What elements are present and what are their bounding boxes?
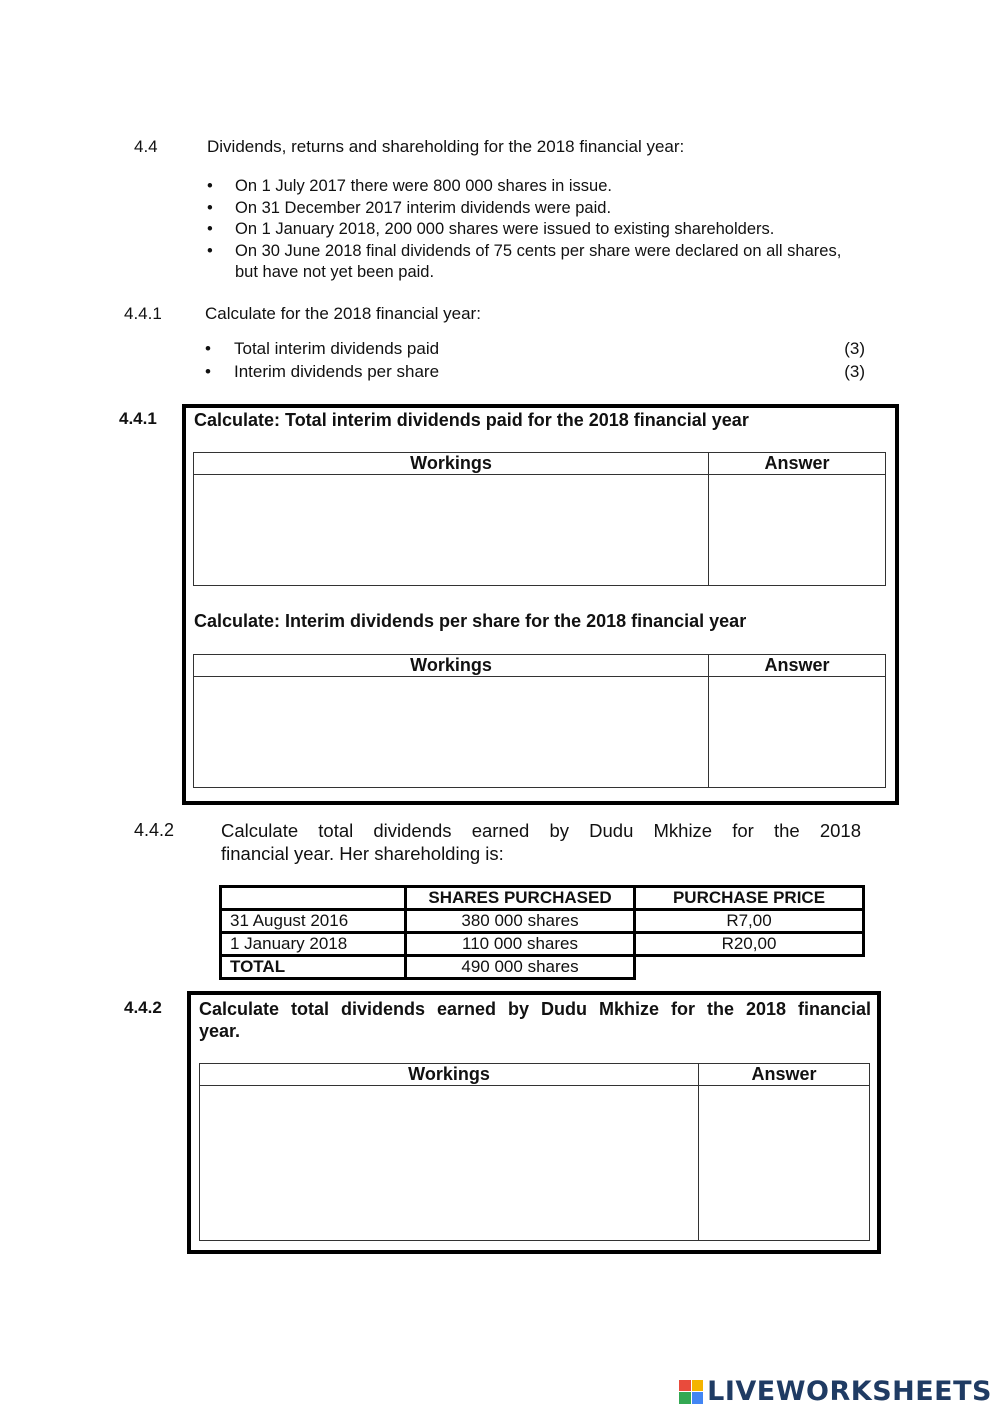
- subsection-number: 4.4.2: [134, 820, 175, 840]
- workings-input[interactable]: [200, 1086, 699, 1241]
- price-cell: R7,00: [635, 910, 864, 933]
- logo-square: [692, 1392, 704, 1404]
- list-item: • On 31 December 2017 interim dividends were paid.: [207, 198, 612, 217]
- total-label: TOTAL: [221, 956, 406, 979]
- answer-input[interactable]: [709, 475, 886, 586]
- list-item: • On 1 January 2018, 200 000 shares were issued to existing shareholders.: [207, 220, 775, 238]
- header-cell: PURCHASE PRICE: [635, 887, 864, 910]
- subsection-text-line1: Calculate total dividends earned by Dudu Mkhize for the 2018: [221, 820, 861, 841]
- question-title-line2: year.: [199, 1021, 241, 1041]
- liveworksheets-logo[interactable]: [679, 1376, 992, 1407]
- list-item: • On 1 July 2017 there were 800 000 shares in issue.: [207, 177, 612, 195]
- subsection-number: 4.4.1: [124, 304, 162, 323]
- workings-header: Workings: [200, 1064, 699, 1086]
- total-shares: 490 000 shares: [406, 956, 635, 979]
- answer-number: 4.4.1: [119, 409, 157, 428]
- section-heading: Dividends, returns and shareholding for the 2018 financial year:: [207, 137, 685, 156]
- question-title: Calculate: Interim dividends per share for the 2018 financial year: [194, 611, 747, 631]
- shareholding-table: [219, 885, 865, 980]
- question-title: Calculate: Total interim dividends paid for the 2018 financial year: [194, 410, 749, 430]
- section-number: 4.4: [134, 137, 158, 156]
- header-cell: SHARES PURCHASED: [406, 887, 635, 910]
- workings-input[interactable]: [194, 475, 709, 586]
- date-cell: 1 January 2018: [221, 933, 406, 956]
- workings-header: Workings: [194, 453, 709, 475]
- price-cell: R20,00: [635, 933, 864, 956]
- shares-cell: 110 000 shares: [406, 933, 635, 956]
- subsection-heading: Calculate for the 2018 financial year:: [205, 304, 481, 323]
- answer-header: Answer: [709, 655, 886, 677]
- answer-table: [193, 654, 886, 788]
- logo-square: [692, 1380, 704, 1392]
- table-row: [221, 910, 864, 933]
- subsection-text-line2: financial year. Her shareholding is:: [221, 843, 504, 864]
- requirement-row: • Interim dividends per share (3): [205, 362, 865, 381]
- logo-square: [679, 1392, 691, 1404]
- marks: (3): [844, 362, 865, 381]
- answer-table: [199, 1063, 870, 1241]
- logo-square: [679, 1380, 691, 1392]
- list-item: • On 30 June 2018 final dividends of 75 cents per share were declared on all shares, but have not yet been paid.: [207, 241, 842, 281]
- bullet-list: [207, 176, 847, 284]
- table-row: [221, 933, 864, 956]
- workings-header: Workings: [194, 655, 709, 677]
- header-cell: [221, 887, 406, 910]
- requirement-row: • Total interim dividends paid (3): [205, 339, 865, 358]
- workings-input[interactable]: [194, 677, 709, 788]
- shares-cell: 380 000 shares: [406, 910, 635, 933]
- answer-header: Answer: [709, 453, 886, 475]
- answer-input[interactable]: [699, 1086, 870, 1241]
- answer-table: [193, 452, 886, 586]
- logo-icon: [679, 1380, 703, 1404]
- marks: (3): [844, 339, 865, 358]
- logo-text: LIVEWORKSHEETS: [707, 1376, 992, 1407]
- answer-number: 4.4.2: [124, 998, 162, 1017]
- date-cell: 31 August 2016: [221, 910, 406, 933]
- question-title-line1: Calculate total dividends earned by Dudu Mkhize for the 2018 financial: [199, 999, 871, 1019]
- total-row: [221, 956, 864, 979]
- answer-input[interactable]: [709, 677, 886, 788]
- answer-header: Answer: [699, 1064, 870, 1086]
